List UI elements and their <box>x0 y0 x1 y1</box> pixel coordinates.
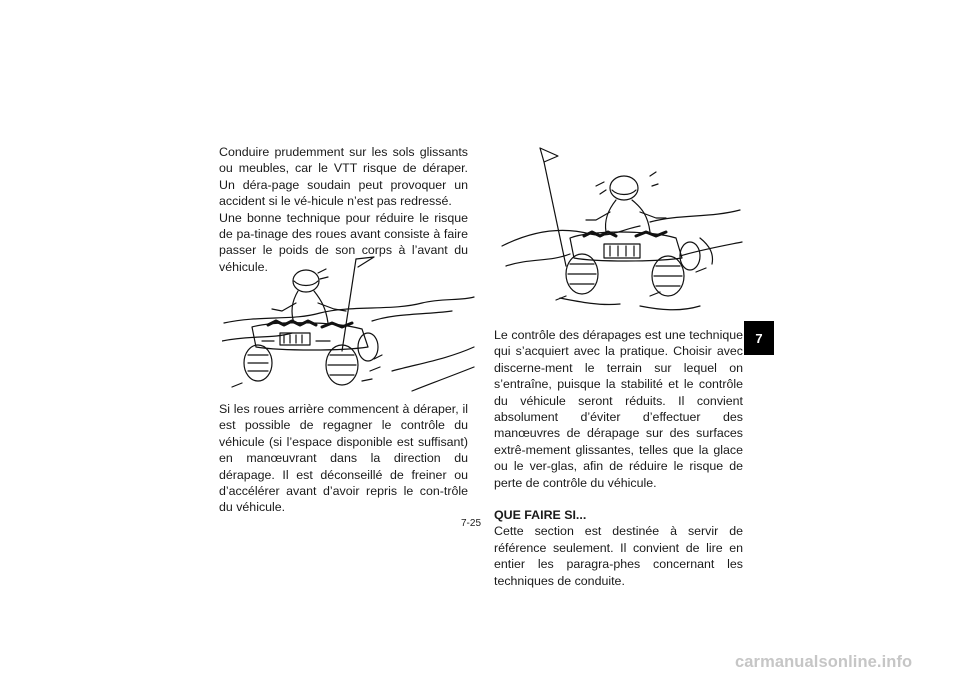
left-text-column-lower <box>219 401 468 516</box>
paragraph-front-wheel-technique: Une bonne technique pour réduire le risque de pa-tinage des roues avant consiste à faire passer le poids de son corps à l’avant du véhicule. <box>219 210 468 274</box>
paragraph-rear-wheel-skid: Si les roues arrière commencent à déraper, il est possible de regagner le contrôle du véhicule (si l’espace disponible est suffisant) en manœuvrant dans la direction du dérapage. Il est déconseillé de freiner ou d’accélérer avant d’avoir repris le con-trôle du véhicule. <box>219 402 468 515</box>
page-number: 7-25 <box>461 518 482 529</box>
illustration-atv-rider-skid <box>500 146 744 320</box>
chapter-tab: 7 <box>744 321 774 355</box>
paragraph-slippery-ground: Conduire prudemment sur les sols glissants ou meubles, car le VTT risque de déraper. Un déra-page soudain peut provoquer un accident si le vé-hicule n’est pas redressé. <box>219 145 468 209</box>
watermark-text: carmanualsonline.info <box>735 653 913 671</box>
paragraph-section-reference: Cette section est destinée à servir de référence seulement. Il convient de lire en entier les paragra-phes concernant les techniques de conduite. <box>494 524 743 588</box>
paragraph-skid-control: Le contrôle des dérapages est une technique qui s’acquiert avec la pratique. Choisir avec discerne-ment le terrain sur lequel on s’entraîne, puisque la stabilité et le contrôle du véhicule seront réduits. Il convient absolument d’éviter d’effectuer des manœuvres de dérapage sur des surfaces extrê-mement glissantes, telles que la glace ou le ver-glas, afin de réduire le risque de perte de contrôle du véhicule. <box>494 328 743 490</box>
illustration-atv-rider-front-lean <box>222 251 476 399</box>
section-heading: QUE FAIRE SI... <box>494 508 587 523</box>
right-text-column <box>494 327 743 589</box>
